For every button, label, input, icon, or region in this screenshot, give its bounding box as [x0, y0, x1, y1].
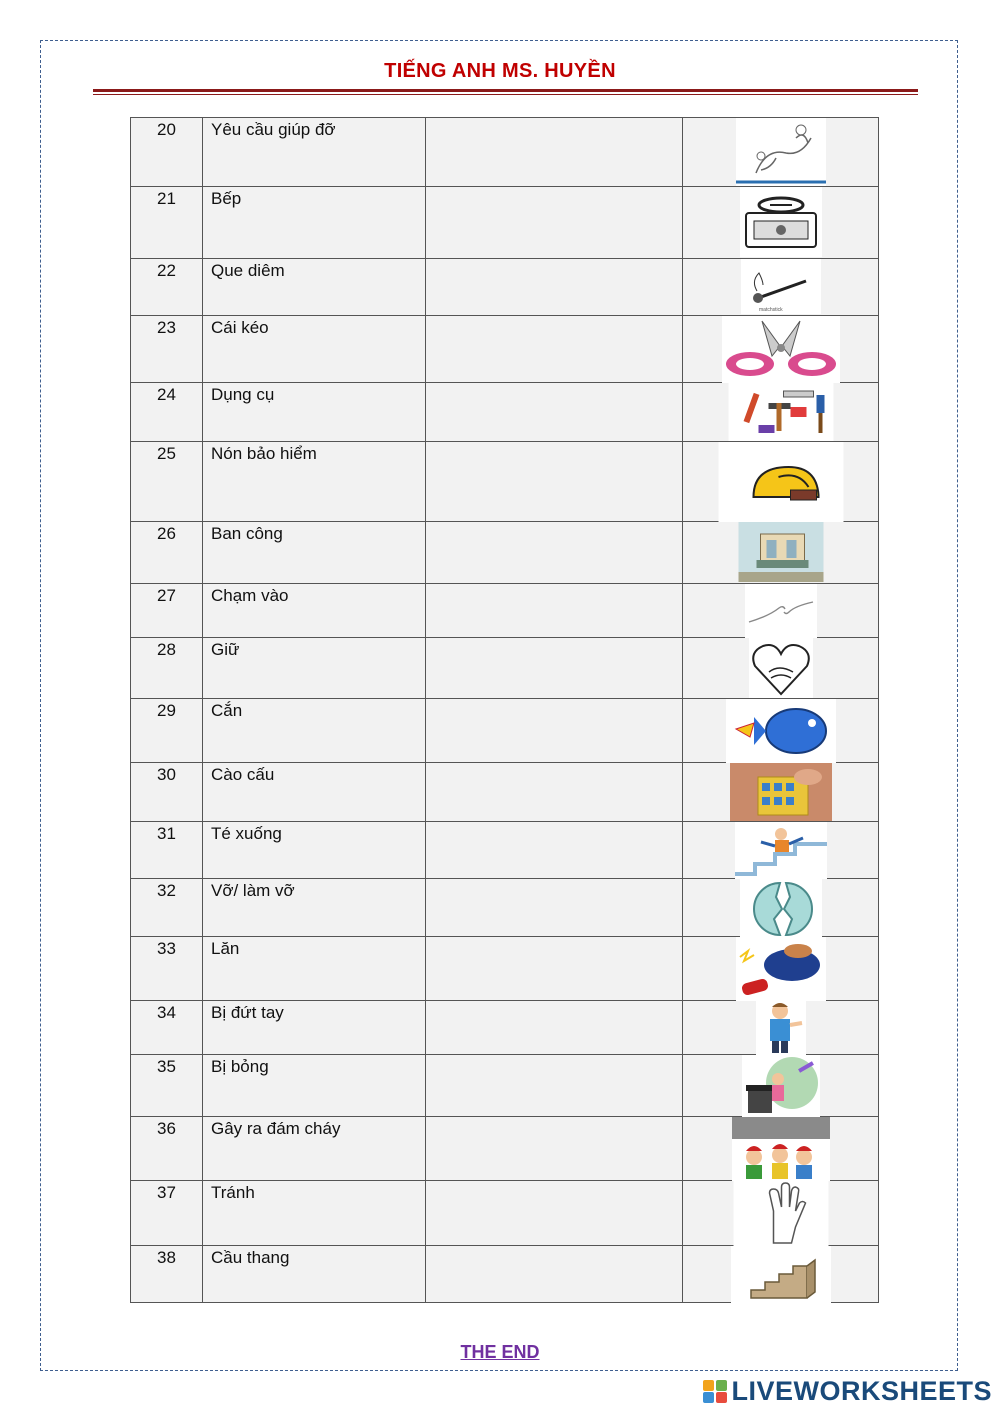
table-row — [131, 822, 879, 879]
the-end-label: THE END — [460, 1342, 540, 1362]
broken-plate-icon — [740, 879, 822, 937]
stop-hand-icon — [733, 1181, 828, 1246]
roll-icon — [736, 937, 826, 1001]
answer-field[interactable] — [426, 584, 683, 638]
vietnamese-word: Que diêm — [203, 259, 426, 316]
svg-text:matchstick: matchstick — [758, 307, 783, 313]
answer-field[interactable] — [426, 1181, 683, 1246]
table-row — [131, 1117, 879, 1181]
header-divider-thin — [93, 94, 918, 95]
row-number: 36 — [131, 1117, 203, 1181]
touch-icon — [745, 584, 817, 638]
answer-field[interactable] — [426, 1001, 683, 1055]
vietnamese-word: Nón bảo hiểm — [203, 442, 426, 522]
picture-cell — [683, 522, 879, 584]
picture-cell — [683, 1001, 879, 1055]
cut-finger-icon — [756, 1001, 806, 1055]
row-number: 30 — [131, 763, 203, 822]
picture-cell — [683, 584, 879, 638]
row-number: 23 — [131, 316, 203, 383]
row-number: 27 — [131, 584, 203, 638]
vietnamese-word: Té xuống — [203, 822, 426, 879]
table-row — [131, 1001, 879, 1055]
row-number: 22 — [131, 259, 203, 316]
picture-cell — [683, 118, 879, 187]
helmet-icon — [718, 442, 843, 522]
table-row — [131, 118, 879, 187]
vietnamese-word: Cái kéo — [203, 316, 426, 383]
picture-cell — [683, 822, 879, 879]
table-row — [131, 937, 879, 1001]
answer-field[interactable] — [426, 822, 683, 879]
vietnamese-word: Cắn — [203, 699, 426, 763]
fall-down-stairs-icon — [735, 822, 827, 879]
picture-cell — [683, 699, 879, 763]
match-icon — [741, 259, 821, 314]
answer-field[interactable] — [426, 316, 683, 383]
vietnamese-word: Dụng cụ — [203, 383, 426, 442]
picture-cell — [683, 638, 879, 699]
vietnamese-word: Bị đứt tay — [203, 1001, 426, 1055]
answer-field[interactable] — [426, 1055, 683, 1117]
answer-field[interactable] — [426, 118, 683, 187]
row-number: 38 — [131, 1246, 203, 1303]
tools-icon — [728, 383, 833, 441]
vietnamese-word: Chạm vào — [203, 584, 426, 638]
table-row — [131, 1246, 879, 1303]
picture-cell — [683, 1181, 879, 1246]
row-number: 31 — [131, 822, 203, 879]
picture-cell — [683, 442, 879, 522]
answer-field[interactable] — [426, 187, 683, 259]
row-number: 33 — [131, 937, 203, 1001]
vocabulary-table — [130, 117, 879, 1303]
table-row — [131, 879, 879, 937]
fire-icon — [732, 1117, 830, 1181]
vietnamese-word: Giữ — [203, 638, 426, 699]
logo-mark-icon — [703, 1380, 727, 1404]
row-number: 29 — [131, 699, 203, 763]
row-number: 35 — [131, 1055, 203, 1117]
table-row — [131, 259, 879, 316]
row-number: 20 — [131, 118, 203, 187]
vietnamese-word: Cào cấu — [203, 763, 426, 822]
answer-field[interactable] — [426, 1117, 683, 1181]
picture-cell — [683, 187, 879, 259]
picture-cell — [683, 1246, 879, 1303]
table-row — [131, 699, 879, 763]
answer-field[interactable] — [426, 763, 683, 822]
table-row — [131, 638, 879, 699]
row-number: 28 — [131, 638, 203, 699]
stairs-icon — [731, 1246, 831, 1303]
vietnamese-word: Lăn — [203, 937, 426, 1001]
vietnamese-word: Bị bỏng — [203, 1055, 426, 1117]
page-title: TIẾNG ANH MS. HUYỀN — [384, 60, 616, 82]
vietnamese-word: Cầu thang — [203, 1246, 426, 1303]
row-number: 37 — [131, 1181, 203, 1246]
answer-field[interactable] — [426, 879, 683, 937]
fish-bite-icon — [726, 699, 836, 763]
vietnamese-word: Vỡ/ làm vỡ — [203, 879, 426, 937]
liveworksheets-logo — [703, 1376, 992, 1407]
balcony-icon — [738, 522, 823, 582]
picture-cell — [683, 316, 879, 383]
table-row — [131, 383, 879, 442]
row-number: 24 — [131, 383, 203, 442]
table-row — [131, 442, 879, 522]
vietnamese-word: Gây ra đám cháy — [203, 1117, 426, 1181]
picture-cell — [683, 1117, 879, 1181]
hold-hands-heart-icon — [749, 638, 813, 698]
answer-field[interactable] — [426, 638, 683, 699]
vietnamese-word: Yêu cầu giúp đỡ — [203, 118, 426, 187]
row-number: 21 — [131, 187, 203, 259]
table-row — [131, 187, 879, 259]
stove-icon — [740, 187, 822, 257]
row-number: 34 — [131, 1001, 203, 1055]
answer-field[interactable] — [426, 383, 683, 442]
vietnamese-word: Bếp — [203, 187, 426, 259]
picture-cell — [683, 879, 879, 937]
scissors-icon — [722, 316, 840, 383]
picture-cell — [683, 763, 879, 822]
table-row — [131, 522, 879, 584]
table-row — [131, 584, 879, 638]
helping-hand-icon — [736, 118, 826, 186]
answer-field[interactable] — [426, 699, 683, 763]
table-row — [131, 316, 879, 383]
table-row — [131, 763, 879, 822]
brand-name: LIVEWORKSHEETS — [731, 1376, 992, 1406]
row-number: 32 — [131, 879, 203, 937]
answer-field[interactable] — [426, 937, 683, 1001]
scratch-card-icon — [730, 763, 832, 821]
burn-icon — [742, 1055, 820, 1117]
picture-cell — [683, 937, 879, 1001]
header-divider — [93, 89, 918, 92]
picture-cell — [683, 1055, 879, 1117]
picture-cell — [683, 383, 879, 442]
row-number: 25 — [131, 442, 203, 522]
vietnamese-word: Tránh — [203, 1181, 426, 1246]
picture-cell — [683, 259, 879, 316]
table-row — [131, 1055, 879, 1117]
table-row — [131, 1181, 879, 1246]
answer-field[interactable] — [426, 522, 683, 584]
answer-field[interactable] — [426, 442, 683, 522]
answer-field[interactable] — [426, 259, 683, 316]
answer-field[interactable] — [426, 1246, 683, 1303]
vietnamese-word: Ban công — [203, 522, 426, 584]
row-number: 26 — [131, 522, 203, 584]
